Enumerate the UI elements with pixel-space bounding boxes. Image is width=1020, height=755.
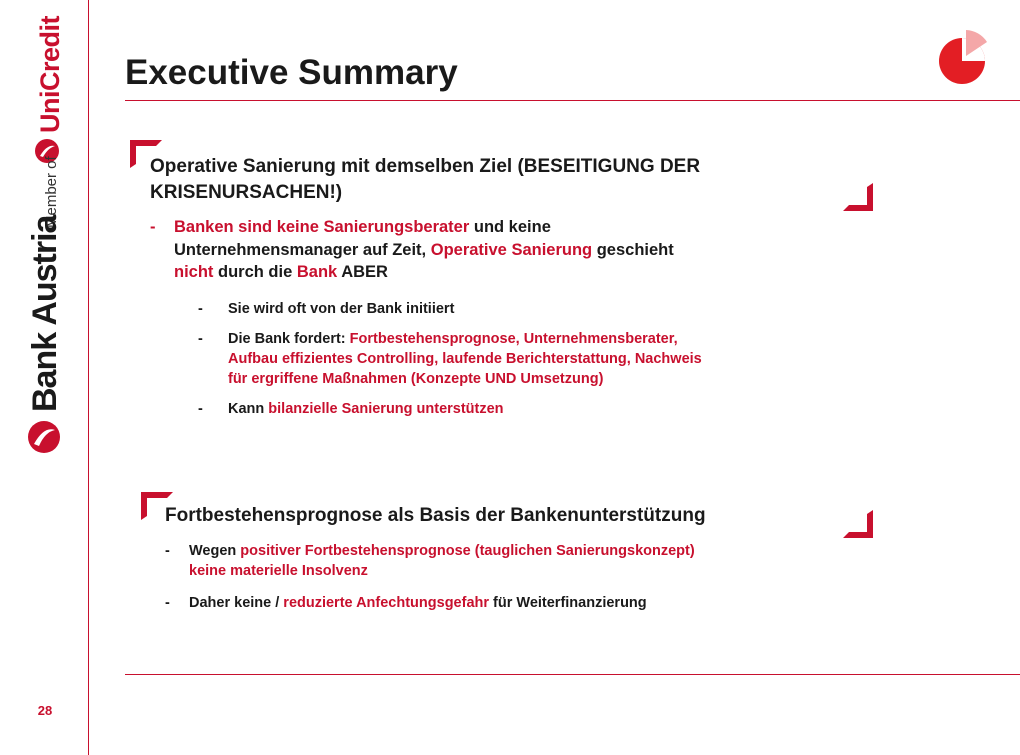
footer-divider — [125, 674, 1020, 675]
section-fortbestehensprognose — [165, 503, 855, 613]
pie-chart-logo-icon — [937, 28, 989, 86]
bank-austria-wordmark: Bank Austria — [26, 215, 64, 412]
page-number: 28 — [37, 703, 53, 718]
sidebar-divider — [88, 0, 89, 755]
list-item: - Die Bank fordert: Fortbestehensprognose, Unternehmensberater, Aufbau effizientes Controlling, laufende Berichterstattung, Nachweis für ergriffene Maßnahmen (Konzepte UND Umsetzung) — [198, 330, 702, 387]
member-of-label: Member of — [43, 156, 60, 228]
unicredit-wordmark: UniCredit — [35, 16, 65, 133]
page-title: Executive Summary — [125, 53, 458, 92]
list-item: - Sie wird oft von der Bank initiiert — [198, 300, 455, 317]
list-item: - Kann bilanzielle Sanierung unterstützen — [198, 400, 504, 417]
section-heading: Operative Sanierung mit demselben Ziel (BESEITIGUNG DER KRISENURSACHEN!) — [150, 156, 701, 203]
list-item: - Banken sind keine Sanierungsberater und keine Unternehmensmanager auf Zeit, Operative Sanierung geschieht nicht durch die Bank ABER — [150, 218, 674, 281]
list-item: - Wegen positiver Fortbestehensprognose (tauglichen Sanierungskonzept) keine materielle Insolvenz — [165, 543, 695, 579]
brand-sidebar — [0, 0, 88, 480]
section-heading: Fortbestehensprognose als Basis der Bankenunterstützung — [165, 505, 706, 526]
bank-austria-logo-icon — [27, 420, 61, 454]
section-operative-sanierung — [150, 154, 870, 419]
list-item: - Daher keine / reduzierte Anfechtungsgefahr für Weiterfinanzierung — [165, 595, 647, 611]
title-divider — [125, 100, 1020, 101]
